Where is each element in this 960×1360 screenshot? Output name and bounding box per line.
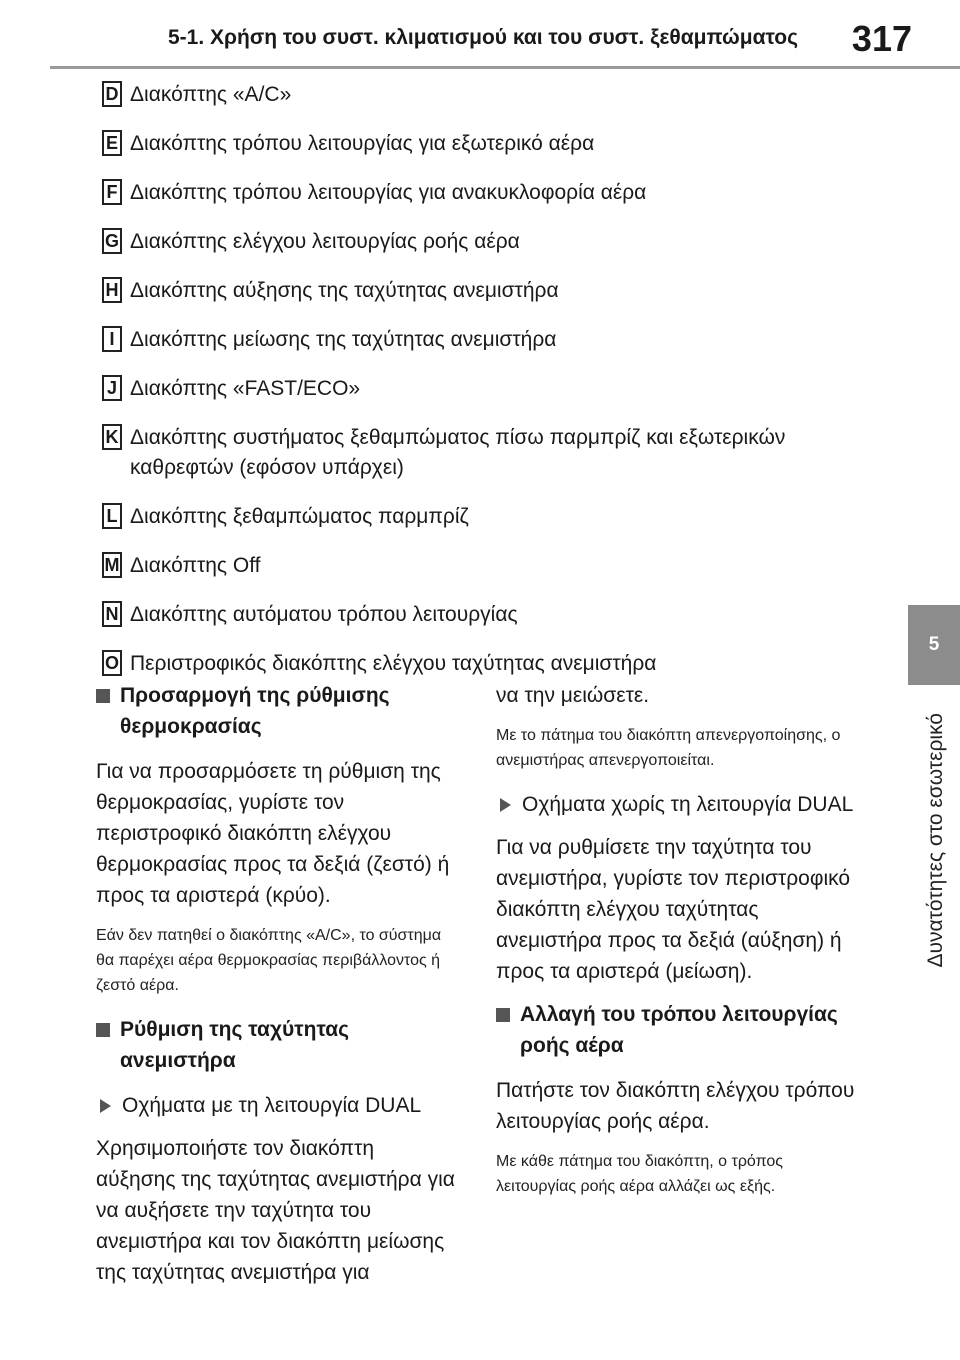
chapter-label [916, 690, 956, 990]
legend-text: Διακόπτης αυτόματου τρόπου λειτουργίας [130, 603, 518, 626]
triangle-bullet-icon [100, 1099, 111, 1113]
legend-item [102, 80, 892, 110]
page-header-title: 5-1. Χρήση του συστ. κλιματισμού και του συστ. ξεθαμπώματος [168, 26, 799, 49]
legend-item [102, 325, 892, 355]
legend-item [102, 276, 892, 306]
page-number: 317 [851, 18, 912, 59]
dual-paragraph-continued: να την μειώσετε. [496, 684, 650, 707]
heading-text: Προσαρμογή της ρύθμισης θερμοκρασίας [120, 684, 390, 738]
legend-item [102, 551, 892, 581]
legend-item [102, 649, 892, 679]
legend-item [102, 502, 892, 532]
square-bullet-icon [96, 1023, 110, 1037]
legend-text: Διακόπτης Off [130, 554, 261, 577]
legend-key-box: L [102, 503, 122, 529]
temperature-paragraph: Για να προσαρμόσετε τη ρύθμιση της θερμοκρασίας, γυρίστε τον περιστροφικό διακόπτη ελέγχου θερμοκρασίας προς τα δεξιά (ζεστό) ή προς τα αριστερά (κρύο). [96, 760, 450, 907]
no-dual-paragraph: Για να ρυθμίσετε την ταχύτητα του ανεμιστήρα, γυρίστε τον περιστροφικό διακόπτη ελέγχου ταχύτητας ανεμιστήρα προς τα δεξιά (αύξηση) ή προς τα αριστερά (μείωση). [496, 836, 851, 983]
legend-text: Διακόπτης τρόπου λειτουργίας για ανακυκλοφορία αέρα [130, 181, 647, 204]
legend-text: Διακόπτης μείωσης της ταχύτητας ανεμιστήρα [130, 328, 557, 351]
heading-text: Αλλαγή του τρόπου λειτουργίας ροής αέρα [520, 1003, 838, 1057]
legend-text: Διακόπτης «FAST/ECO» [130, 377, 361, 400]
legend-key-box: G [102, 228, 122, 254]
airflow-note: Με κάθε πάτημα του διακόπτη, ο τρόπος λειτουργίας ροής αέρα αλλάζει ως εξής. [496, 1153, 784, 1195]
legend-item [102, 129, 892, 159]
legend-key-box: O [102, 650, 122, 676]
legend-text: Διακόπτης ελέγχου λειτουργίας ροής αέρα [130, 230, 520, 253]
legend-item [102, 374, 892, 404]
legend-key-box: M [102, 552, 122, 578]
header-divider [50, 66, 960, 69]
section-heading-fan-speed [96, 1014, 456, 1076]
chapter-label-text: Δυνατότητες στο εσωτερικό [924, 712, 947, 968]
square-bullet-icon [96, 689, 110, 703]
subheading-no-dual [496, 789, 856, 820]
legend-key-box: D [102, 81, 122, 107]
legend-item [102, 600, 892, 630]
chapter-tab[interactable] [908, 605, 960, 685]
square-bullet-icon [496, 1008, 510, 1022]
section-heading-airflow [496, 999, 856, 1061]
airflow-paragraph: Πατήστε τον διακόπτη ελέγχου τρόπου λειτουργίας ροής αέρα. [496, 1079, 855, 1133]
legend-key-box: F [102, 179, 122, 205]
legend-text: Διακόπτης τρόπου λειτουργίας για εξωτερικό αέρα [130, 132, 595, 155]
subheading-text: Οχήματα χωρίς τη λειτουργία DUAL [522, 793, 854, 816]
legend-item [102, 227, 892, 257]
legend-text: Διακόπτης συστήματος ξεθαμπώματος πίσω παρμπρίζ και εξωτερικών καθρεφτών (εφόσον υπάρχει) [130, 426, 786, 479]
temperature-note: Εάν δεν πατηθεί ο διακόπτης «A/C», το σύστημα θα παρέχει αέρα θερμοκρασίας περιβάλλοντος ή ζεστό αέρα. [96, 927, 442, 994]
triangle-bullet-icon [500, 798, 511, 812]
legend-item [102, 423, 892, 483]
legend-key-box: J [102, 375, 122, 401]
legend-key-box: E [102, 130, 122, 156]
section-heading-temperature [96, 680, 456, 742]
dual-paragraph: Χρησιμοποιήστε τον διακόπτη αύξησης της ταχύτητας ανεμιστήρα για να αυξήσετε την ταχύτητα του ανεμιστήρα και τον διακόπτη μείωσης της ταχύτητας ανεμιστήρα για [96, 1137, 455, 1284]
chapter-number: 5 [928, 634, 940, 655]
legend-text: Διακόπτης «A/C» [130, 83, 292, 106]
legend-key-box: N [102, 601, 122, 627]
legend-key-box: H [102, 277, 122, 303]
legend-key-box: K [102, 424, 122, 450]
legend-key-box: I [102, 326, 122, 352]
off-switch-note: Με το πάτημα του διακόπτη απενεργοποίησης, ο ανεμιστήρας απενεργοποιείται. [496, 727, 841, 769]
legend-text: Διακόπτης αύξησης της ταχύτητας ανεμιστήρα [130, 279, 559, 302]
legend-text: Περιστροφικός διακόπτης ελέγχου ταχύτητας ανεμιστήρα [130, 652, 657, 675]
heading-text: Ρύθμιση της ταχύτητας ανεμιστήρα [120, 1018, 350, 1072]
right-column [496, 680, 856, 1215]
control-legend-list [102, 80, 892, 698]
subheading-dual [96, 1090, 456, 1121]
left-column [96, 680, 456, 1300]
legend-text: Διακόπτης ξεθαμπώματος παρμπρίζ [130, 505, 469, 528]
legend-item [102, 178, 892, 208]
subheading-text: Οχήματα με τη λειτουργία DUAL [122, 1094, 422, 1117]
